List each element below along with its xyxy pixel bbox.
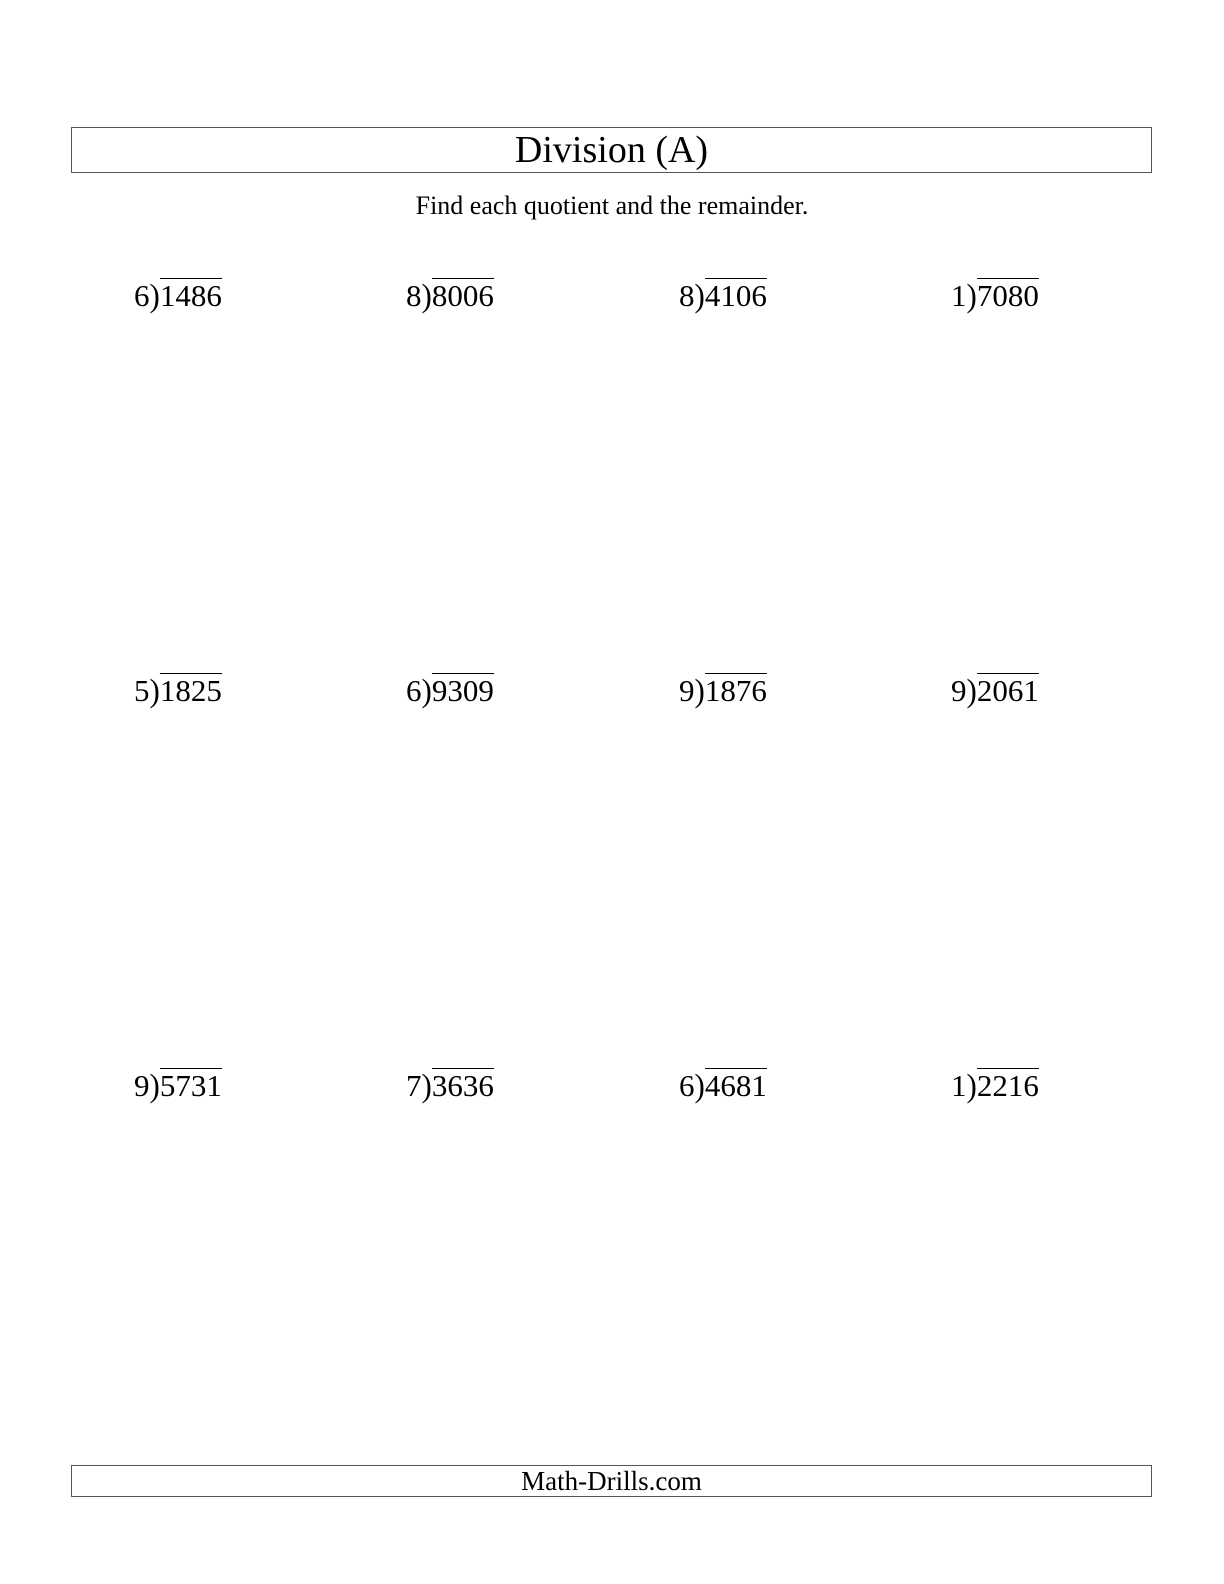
dividend: 4681 (704, 1068, 767, 1103)
division-bracket-icon: ) (966, 277, 977, 314)
divisor: 6 (406, 673, 422, 708)
division-bracket-icon: ) (694, 672, 705, 709)
division-problem-2 (406, 278, 494, 314)
divisor: 1 (951, 278, 967, 313)
dividend: 3636 (431, 1068, 494, 1103)
division-bracket-icon: ) (966, 672, 977, 709)
divisor: 9 (134, 1068, 150, 1103)
division-bracket-icon: ) (149, 1067, 160, 1104)
divisor: 9 (679, 673, 695, 708)
dividend: 2216 (976, 1068, 1039, 1103)
page-title: Division (A) (514, 129, 709, 171)
division-bracket-icon: ) (421, 1067, 432, 1104)
dividend: 1876 (704, 673, 767, 708)
division-problem-12 (951, 1068, 1039, 1104)
division-problem-1 (134, 278, 222, 314)
division-problem-11 (679, 1068, 767, 1104)
footer-box (71, 1465, 1152, 1497)
division-problem-8 (951, 673, 1039, 709)
dividend: 8006 (431, 278, 494, 313)
division-problem-6 (406, 673, 494, 709)
division-bracket-icon: ) (149, 277, 160, 314)
dividend: 7080 (976, 278, 1039, 313)
footer-credit: Math-Drills.com (521, 1466, 702, 1496)
divisor: 9 (951, 673, 967, 708)
dividend: 5731 (159, 1068, 222, 1103)
division-problem-5 (134, 673, 222, 709)
dividend: 9309 (431, 673, 494, 708)
division-problem-10 (406, 1068, 494, 1104)
divisor: 8 (679, 278, 695, 313)
division-bracket-icon: ) (694, 1067, 705, 1104)
divisor: 8 (406, 278, 422, 313)
divisor: 6 (134, 278, 150, 313)
division-problem-3 (679, 278, 767, 314)
division-problem-9 (134, 1068, 222, 1104)
dividend: 1486 (159, 278, 222, 313)
division-bracket-icon: ) (694, 277, 705, 314)
division-bracket-icon: ) (421, 672, 432, 709)
divisor: 7 (406, 1068, 422, 1103)
division-bracket-icon: ) (149, 672, 160, 709)
divisor: 5 (134, 673, 150, 708)
instructions: Find each quotient and the remainder. (415, 191, 809, 220)
divisor: 1 (951, 1068, 967, 1103)
title-box (71, 127, 1152, 173)
division-bracket-icon: ) (421, 277, 432, 314)
division-problem-7 (679, 673, 767, 709)
division-problem-4 (951, 278, 1039, 314)
dividend: 2061 (976, 673, 1039, 708)
dividend: 1825 (159, 673, 222, 708)
divisor: 6 (679, 1068, 695, 1103)
division-bracket-icon: ) (966, 1067, 977, 1104)
dividend: 4106 (704, 278, 767, 313)
